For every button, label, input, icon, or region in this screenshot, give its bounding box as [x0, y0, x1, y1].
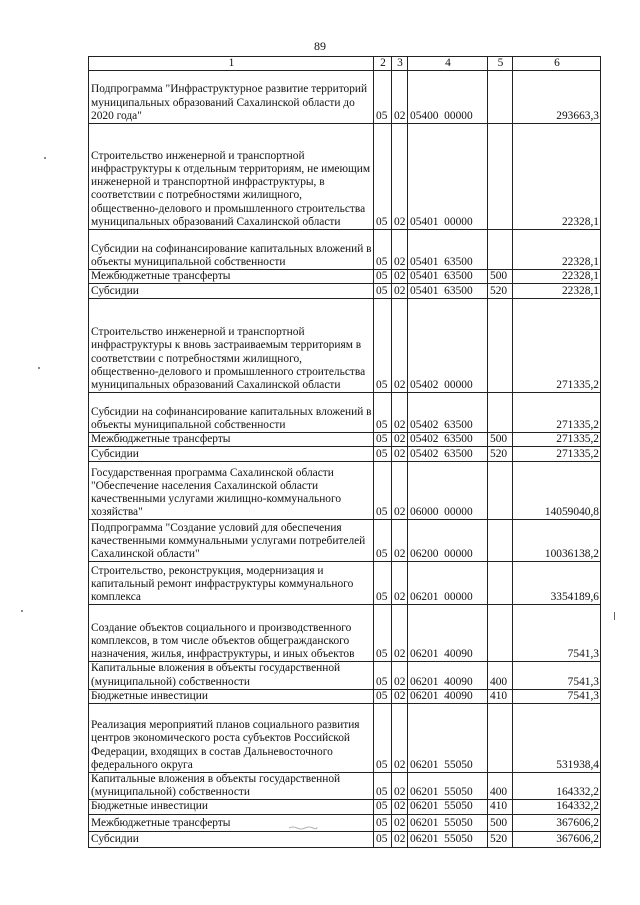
row-section: 05	[374, 270, 392, 284]
row-description: Межбюджетные трансферты	[89, 433, 374, 447]
row-subsection: 02	[392, 462, 408, 520]
row-subsection: 02	[392, 605, 408, 662]
row-expense-type: 520	[488, 831, 513, 847]
row-amount: 164332,2	[513, 800, 601, 814]
row-section: 05	[374, 562, 392, 605]
scan-speck	[614, 612, 615, 620]
row-description: Субсидии	[89, 284, 374, 299]
row-description: Подпрограмма "Создание условий для обеспечения качественными коммунальными услугами потребителей Сахалинской области"	[89, 520, 374, 562]
table-row	[89, 230, 601, 270]
row-expense-type: 400	[488, 773, 513, 800]
row-subsection: 02	[392, 704, 408, 773]
row-amount: 22328,1	[513, 270, 601, 284]
row-expense-type: 520	[488, 284, 513, 299]
row-amount: 10036138,2	[513, 520, 601, 562]
row-section: 05	[374, 393, 392, 433]
table-row	[89, 270, 601, 284]
row-expense-type	[488, 230, 513, 270]
row-description: Строительство инженерной и транспортной инфраструктуры к отдельным территориям, не имеющим инженерной и транспортной инфраструктуры, в соответствии с потребностями жилищного, общественно-делового и промышленного строительства муниципальных образований Сахалинской области	[89, 124, 374, 230]
row-description: Межбюджетные трансферты	[89, 814, 374, 831]
row-target-code: 06201 40090	[408, 662, 488, 689]
column-header-subsection: 3	[392, 57, 408, 71]
row-target-code: 05401 63500	[408, 284, 488, 299]
table-row	[89, 800, 601, 814]
row-subsection: 02	[392, 124, 408, 230]
row-description: Подпрограмма "Инфраструктурное развитие территорий муниципальных образований Сахалинской области до 2020 года"	[89, 71, 374, 124]
row-subsection: 02	[392, 814, 408, 831]
row-amount: 271335,2	[513, 447, 601, 462]
row-target-code: 05401 00000	[408, 124, 488, 230]
column-header-amount: 6	[513, 57, 601, 71]
row-target-code: 06201 40090	[408, 605, 488, 662]
row-target-code: 06201 40090	[408, 689, 488, 703]
row-amount: 7541,3	[513, 689, 601, 703]
row-expense-type	[488, 520, 513, 562]
row-amount: 3354189,6	[513, 562, 601, 605]
row-target-code: 05402 63500	[408, 447, 488, 462]
row-description: Капитальные вложения в объекты государственной (муниципальной) собственности	[89, 662, 374, 689]
row-section: 05	[374, 462, 392, 520]
row-subsection: 02	[392, 773, 408, 800]
row-section: 05	[374, 800, 392, 814]
row-amount: 271335,2	[513, 299, 601, 393]
row-subsection: 02	[392, 433, 408, 447]
row-description: Субсидии на софинансирование капитальных вложений в объекты муниципальной собственности	[89, 393, 374, 433]
row-description: Строительство инженерной и транспортной инфраструктуры к вновь застраиваемым территориям в соответствии с потребностями жилищного, общественно-делового и промышленного строительства муниципальных образований Сахалинской области	[89, 299, 374, 393]
table-row	[89, 520, 601, 562]
row-target-code: 05401 63500	[408, 270, 488, 284]
table-row	[89, 447, 601, 462]
row-expense-type	[488, 71, 513, 124]
scan-speck	[21, 610, 23, 612]
row-section: 05	[374, 124, 392, 230]
row-target-code: 05400 00000	[408, 71, 488, 124]
row-subsection: 02	[392, 299, 408, 393]
table-row	[89, 71, 601, 124]
row-section: 05	[374, 299, 392, 393]
row-section: 05	[374, 433, 392, 447]
row-amount: 14059040,8	[513, 462, 601, 520]
row-description: Межбюджетные трансферты	[89, 270, 374, 284]
row-description: Субсидии	[89, 447, 374, 462]
row-amount: 531938,4	[513, 704, 601, 773]
row-expense-type	[488, 393, 513, 433]
row-section: 05	[374, 230, 392, 270]
table-row	[89, 773, 601, 800]
row-description: Субсидии на софинансирование капитальных вложений в объекты муниципальной собственности	[89, 230, 374, 270]
row-amount: 367606,2	[513, 831, 601, 847]
table-row	[89, 605, 601, 662]
row-description: Субсидии	[89, 831, 374, 847]
row-expense-type: 520	[488, 447, 513, 462]
row-subsection: 02	[392, 284, 408, 299]
table-row	[89, 562, 601, 605]
row-subsection: 02	[392, 562, 408, 605]
row-description: Реализация мероприятий планов социального развития центров экономического роста субъектов Российской Федерации, входящих в состав Дальневосточного федерального округа	[89, 704, 374, 773]
scan-speck	[38, 367, 40, 369]
row-amount: 367606,2	[513, 814, 601, 831]
column-header-expense-type: 5	[488, 57, 513, 71]
row-amount: 7541,3	[513, 605, 601, 662]
table-row	[89, 689, 601, 703]
row-target-code: 06201 55050	[408, 800, 488, 814]
row-target-code: 06200 00000	[408, 520, 488, 562]
row-target-code: 06201 55050	[408, 704, 488, 773]
row-subsection: 02	[392, 447, 408, 462]
table-row	[89, 393, 601, 433]
row-amount: 271335,2	[513, 393, 601, 433]
row-subsection: 02	[392, 662, 408, 689]
row-description: Государственная программа Сахалинской области "Обеспечение населения Сахалинской области качественными услугами жилищно-коммунального хозяйства"	[89, 462, 374, 520]
row-target-code: 05402 63500	[408, 393, 488, 433]
column-header-name: 1	[89, 57, 374, 71]
row-section: 05	[374, 831, 392, 847]
row-subsection: 02	[392, 800, 408, 814]
row-target-code: 06000 00000	[408, 462, 488, 520]
row-expense-type	[488, 562, 513, 605]
row-section: 05	[374, 689, 392, 703]
row-amount: 293663,3	[513, 71, 601, 124]
row-target-code: 06201 00000	[408, 562, 488, 605]
row-target-code: 05402 00000	[408, 299, 488, 393]
row-expense-type	[488, 704, 513, 773]
scan-speck	[44, 157, 46, 159]
row-expense-type: 500	[488, 814, 513, 831]
row-section: 05	[374, 605, 392, 662]
row-section: 05	[374, 662, 392, 689]
table-row	[89, 814, 601, 831]
row-section: 05	[374, 773, 392, 800]
row-description: Создание объектов социального и производственного комплексов, в том числе объектов общегражданского назначения, жилья, инфраструктуры, и иных объектов	[89, 605, 374, 662]
row-subsection: 02	[392, 71, 408, 124]
row-expense-type	[488, 462, 513, 520]
row-expense-type	[488, 299, 513, 393]
row-expense-type: 400	[488, 662, 513, 689]
table-row	[89, 662, 601, 689]
row-section: 05	[374, 520, 392, 562]
row-target-code: 06201 55050	[408, 814, 488, 831]
row-amount: 22328,1	[513, 124, 601, 230]
row-section: 05	[374, 704, 392, 773]
table-row	[89, 284, 601, 299]
table-body	[89, 71, 601, 848]
row-description: Бюджетные инвестиции	[89, 800, 374, 814]
row-expense-type: 410	[488, 800, 513, 814]
row-description: Бюджетные инвестиции	[89, 689, 374, 703]
row-subsection: 02	[392, 270, 408, 284]
table-row	[89, 831, 601, 847]
row-amount: 7541,3	[513, 662, 601, 689]
row-amount: 164332,2	[513, 773, 601, 800]
column-header-target-code: 4	[408, 57, 488, 71]
row-subsection: 02	[392, 393, 408, 433]
row-expense-type: 500	[488, 270, 513, 284]
table-row	[89, 124, 601, 230]
table-row	[89, 433, 601, 447]
row-expense-type: 410	[488, 689, 513, 703]
row-target-code: 05401 63500	[408, 230, 488, 270]
row-subsection: 02	[392, 520, 408, 562]
row-target-code: 06201 55050	[408, 831, 488, 847]
row-amount: 271335,2	[513, 433, 601, 447]
row-subsection: 02	[392, 230, 408, 270]
row-section: 05	[374, 814, 392, 831]
row-description: Капитальные вложения в объекты государственной (муниципальной) собственности	[89, 773, 374, 800]
row-section: 05	[374, 284, 392, 299]
row-section: 05	[374, 71, 392, 124]
row-expense-type: 500	[488, 433, 513, 447]
row-description: Строительство, реконструкция, модернизация и капитальный ремонт инфраструктуры коммунального комплекса	[89, 562, 374, 605]
row-target-code: 05402 63500	[408, 433, 488, 447]
row-subsection: 02	[392, 831, 408, 847]
page-number: 89	[314, 39, 326, 53]
row-section: 05	[374, 447, 392, 462]
row-subsection: 02	[392, 689, 408, 703]
column-header-section: 2	[374, 57, 392, 71]
row-expense-type	[488, 605, 513, 662]
table-row	[89, 704, 601, 773]
row-amount: 22328,1	[513, 284, 601, 299]
row-expense-type	[488, 124, 513, 230]
header-row	[89, 57, 601, 71]
table-row	[89, 462, 601, 520]
table-row	[89, 299, 601, 393]
row-amount: 22328,1	[513, 230, 601, 270]
row-target-code: 06201 55050	[408, 773, 488, 800]
budget-table	[88, 56, 601, 848]
scan-smudge	[288, 825, 318, 831]
